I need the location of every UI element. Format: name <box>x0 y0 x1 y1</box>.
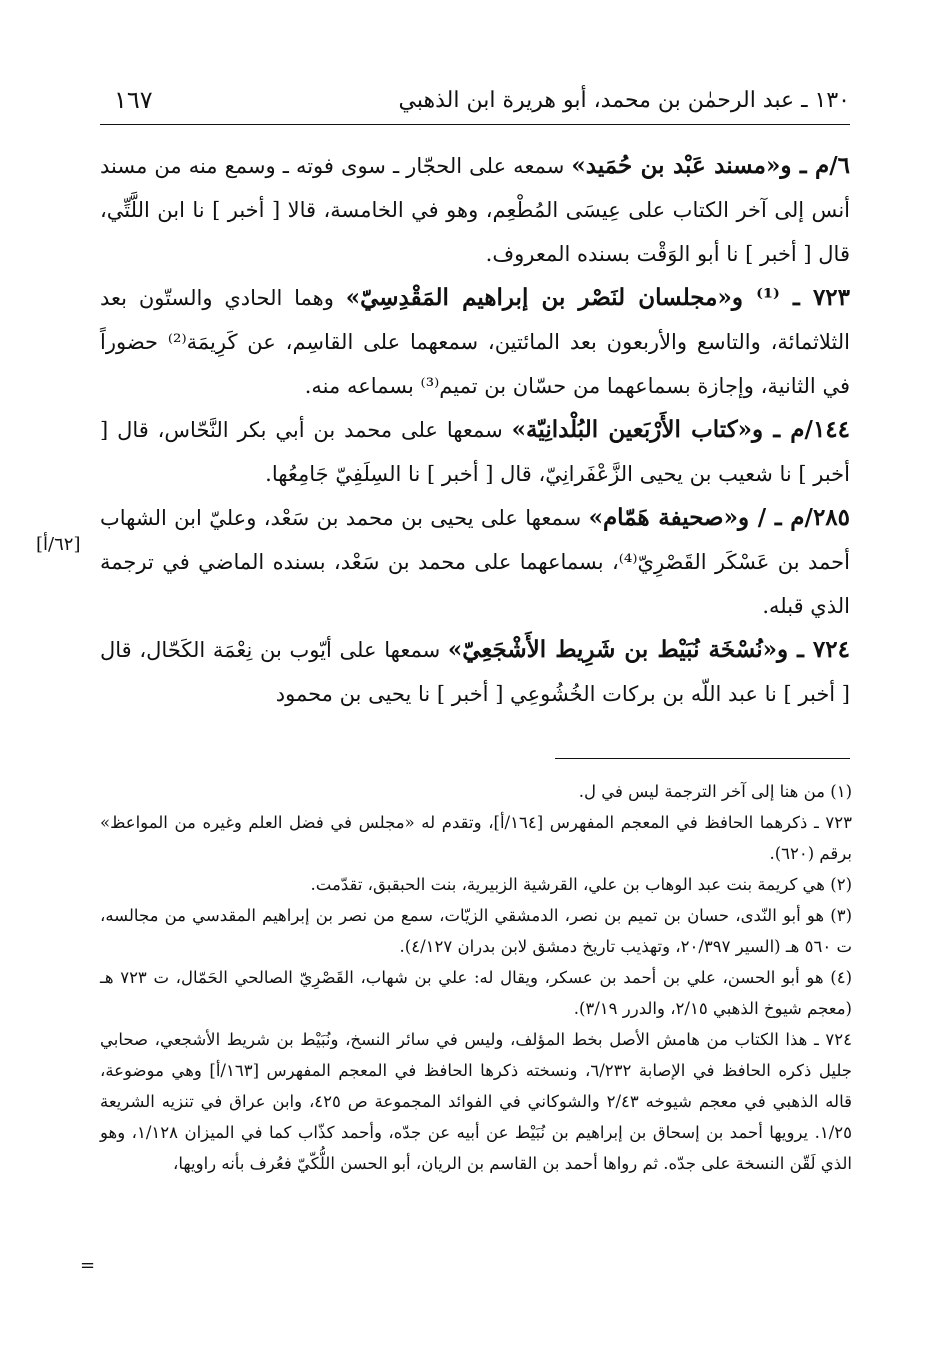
entry-paragraph <box>100 144 850 276</box>
footnote: (١) من هنا إلى آخر الترجمة ليس في ل. <box>578 782 852 801</box>
continuation-mark: = <box>80 1255 96 1276</box>
entry-paragraph <box>100 496 850 628</box>
entry-heading: ٦/م ـ و«مسند عَبْد بن حُمَيد» <box>571 152 850 179</box>
entry-text: سمعها على محمد بن أبي بكر النَّحّاس، قال [ أخبر ] نا شعيب بن يحيى الزَّعْفَرانِيّ، قال [ أخبر ] نا السِلَفِيّ جَامِعُها. <box>100 418 850 486</box>
entry-heading: ٧٢٤ ـ و«نُسْخَة نُبَيْط بن شَرِيط الأَشْجَعِيّ» <box>447 636 850 663</box>
entry-paragraph <box>100 408 850 496</box>
footnote: (٢) هي كريمة بنت عبد الوهاب بن علي، القرشية الزبيرية، بنت الحبقبق، تقدّمت. <box>310 875 852 894</box>
running-title: ١٣٠ ـ عبد الرحمٰن بن محمد، أبو هريرة ابن الذهبي <box>398 88 850 113</box>
entry-heading: ١٤٤/م ـ و«كتاب الأَرْبَعين البُلْدانِيّة» <box>511 416 851 443</box>
margin-folio-note: [٦٢/أ] <box>36 534 81 555</box>
footnote: ٧٢٤ ـ هذا الكتاب من هامش الأصل بخط المؤلف، وليس في سائر النسخ، ونُبَيْط بن شريط الأشجعي، صحابي جليل ذكره الحافظ في الإصابة ٦/٢٣٢، ونسخته ذكرها الحافظ في المعجم المفهرس [١٦٣/أ] وهي موضوعة، قاله الذهبي في معجم شيوخه ٢/٤٣ والشوكاني في الفوائد المجموعة ص ٤٢٥، وابن عراق في تنزيه الشريعة ١/٢٥. يرويها أحمد بن إسحاق بن إبراهيم بن نُبَيْط عن أبيه عن جدّه، وأحمد كذّاب كما في الميزان ١/١٢٨، وهو الذي لَقّن النسخة على جدّه. ثم رواها أحمد بن القاسم بن الريان، أبو الحسن اللُّكّيّ فعُرف بأنه راويها، <box>100 1030 853 1173</box>
entry-paragraph <box>100 276 850 408</box>
entry-paragraph <box>100 628 850 716</box>
entry-text: سمعها على يحيى بن محمد بن سَعْد، وعليّ ابن الشهاب أحمد بن عَسْكَر القَصْرِيّ⁽⁴⁾، بسماعهما على محمد بن سَعْد، بسنده الماضي في ترجمة الذي قبله. <box>100 506 850 618</box>
entry-heading: ٢٨٥/م ـ / و«صحيفة هَمّام» <box>588 504 850 531</box>
entry-text: سمعه على الحجّار ـ سوى فوته ـ وسمع منه من مسند أنس إلى آخر الكتاب على عِيسَى المُطْعِم، وهو في الخامسة، قالا [ أخبر ] نا ابن اللَّتِّي، قال [ أخبر ] نا أبو الوَقْت بسنده المعروف. <box>100 154 850 266</box>
entry-text: سمعها على أيّوب بن نِعْمَة الكَحّال، قال [ أخبر ] نا عبد اللّه بن بركات الخُشُوعِي [ أخبر ] نا يحيى بن محمود <box>100 638 850 706</box>
footnote: (٤) هو أبو الحسن، علي بن أحمد بن عسكر، ويقال له: علي بن شهاب، القَصْرِيّ الصالحي الحَمّال، ت ٧٢٣ هـ (معجم شيوخ الذهبي ٢/١٥، والدرر ٣/١٩). <box>100 968 852 1018</box>
page-header <box>100 80 850 125</box>
footnotes <box>100 776 852 1179</box>
footnote-separator <box>555 758 850 759</box>
entry-text: وهما الحادي والستّون بعد الثلاثمائة، والتاسع والأربعون بعد المائتين، سمعهما على القاسِم، عن كَرِيمَة⁽²⁾ حضوراً في الثانية، وإجازة بسماعهما من حسّان بن تميم⁽³⁾ بسماعه منه. <box>100 286 850 398</box>
page-number: ١٦٧ <box>114 86 153 114</box>
footnote: ٧٢٣ ـ ذكرهما الحافظ في المعجم المفهرس [١٦٤/أ]، وتقدم له «مجلس في فضل العلم وغيره من المواعظ» برقم (٦٢٠). <box>100 813 853 863</box>
main-text <box>100 144 850 716</box>
entry-heading: ٧٢٣ ـ ⁽¹⁾ و«مجلسان لنَصْر بن إبراهيم المَقْدِسِيّ» <box>345 284 850 311</box>
footnote: (٣) هو أبو النّدى، حسان بن تميم بن نصر، الدمشقي الزيّات، سمع من نصر بن إبراهيم المقدسي من مجالسه، ت ٥٦٠ هـ (السير ٢٠/٣٩٧، وتهذيب تاريخ دمشق لابن بدران ٤/١٢٧). <box>100 906 852 956</box>
